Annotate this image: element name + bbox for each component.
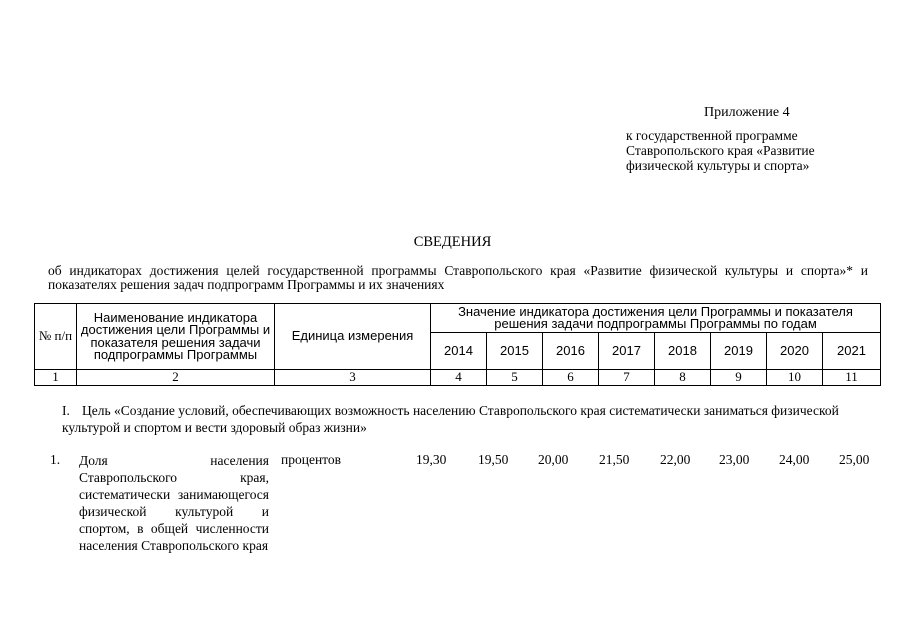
row-value-2015: 19,50	[478, 452, 509, 467]
header-year-2017: 2017	[599, 333, 655, 370]
column-number: 6	[543, 370, 599, 386]
column-number: 3	[275, 370, 431, 386]
header-year-2018: 2018	[655, 333, 711, 370]
header-num: № п/п	[35, 304, 77, 370]
column-number: 4	[431, 370, 487, 386]
header-year-2019: 2019	[711, 333, 767, 370]
annex-text: к государственной программе Ставропольского края «Развитие физической культуры и спорта»	[626, 128, 815, 173]
row-number: 1.	[50, 452, 61, 467]
document-title: СВЕДЕНИЯ	[413, 234, 492, 250]
column-number: 8	[655, 370, 711, 386]
header-year-2015: 2015	[487, 333, 543, 370]
section-goal	[62, 402, 878, 436]
header-values-group: Значение индикатора достижения цели Программы и показателя решения задачи подпрограммы Программы по годам	[431, 304, 881, 333]
header-unit: Единица измерения	[275, 304, 431, 370]
column-number: 7	[599, 370, 655, 386]
row-value-2014: 19,30	[416, 452, 447, 467]
column-number: 9	[711, 370, 767, 386]
column-number: 5	[487, 370, 543, 386]
header-indicator-name: Наименование индикатора достижения цели Программы и показателя решения задачи подпрограммы Программы	[77, 304, 275, 370]
column-number: 11	[823, 370, 881, 386]
column-number: 10	[767, 370, 823, 386]
row-indicator-name: Доля населения Ставропольского края, систематически занимающегося физической культурой и спортом, в общей численности населения Ставропольского края	[79, 453, 269, 553]
header-year-2020: 2020	[767, 333, 823, 370]
row-value-2019: 23,00	[719, 452, 750, 467]
row-unit: процентов	[281, 452, 342, 467]
row-value-2020: 24,00	[779, 452, 810, 467]
row-value-2017: 21,50	[599, 452, 630, 467]
row-value-2018: 22,00	[660, 452, 691, 467]
column-number: 2	[77, 370, 275, 386]
annex-title: Приложение 4	[704, 105, 790, 120]
header-year-2016: 2016	[543, 333, 599, 370]
indicators-table-header	[34, 303, 881, 386]
column-number: 1	[35, 370, 77, 386]
section-goal-text: Цель «Создание условий, обеспечивающих возможность населению Ставропольского края систематически заниматься физической культурой и спортом и вести здоровый образ жизни»	[62, 403, 839, 435]
section-roman-numeral: I.	[62, 403, 70, 418]
document-subtitle: об индикаторах достижения целей государственной программы Ставропольского края «Развитие физической культуры и спорта»* и показателях решения задач подпрограмм Программы и их значениях	[48, 263, 868, 292]
row-value-2016: 20,00	[538, 452, 569, 467]
header-year-2014: 2014	[431, 333, 487, 370]
header-year-2021: 2021	[823, 333, 881, 370]
row-value-2021: 25,00	[839, 452, 870, 467]
